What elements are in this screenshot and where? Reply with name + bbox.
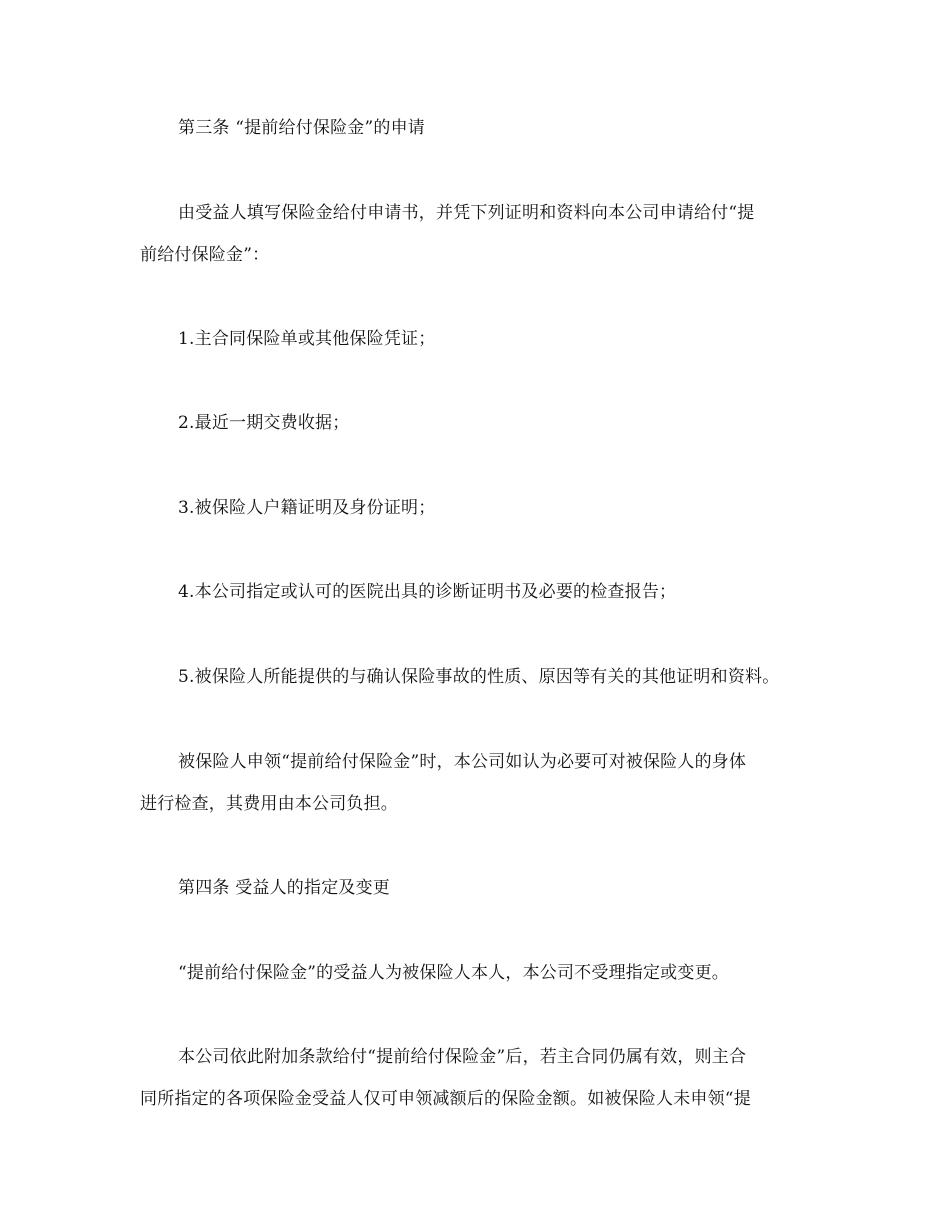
list-item-4: 4.本公司指定或认可的医院出具的诊断证明书及必要的检查报告； [178,582,677,602]
article-4-heading: 第四条 受益人的指定及变更 [178,878,391,898]
article-3-paragraph-1-line-2: 前给付保险金”： [140,245,270,265]
list-item-5: 5.被保险人所能提供的与确认保险事故的性质、原因等有关的其他证明和资料。 [178,667,780,687]
article-3-paragraph-2-line-2: 进行检查，其费用由本公司负担。 [140,794,398,814]
list-item-3: 3.被保险人户籍证明及身份证明； [178,498,436,518]
article-3-heading: 第三条 “提前给付保险金”的申请 [178,118,425,138]
article-4-paragraph-2-line-2: 同所指定的各项保险金受益人仅可申领减额后的保险金额。如被保险人未申领“提 [140,1089,751,1109]
article-4-paragraph-1: “提前给付保险金”的受益人为被保险人本人，本公司不受理指定或变更。 [178,963,729,983]
list-item-2: 2.最近一期交费收据； [178,413,350,433]
article-3-paragraph-1-line-1: 由受益人填写保险金给付申请书，并凭下列证明和资料向本公司申请给付“提 [178,203,755,223]
article-4-paragraph-2-line-1: 本公司依此附加条款给付“提前给付保险金”后，若主合同仍属有效，则主合 [178,1047,747,1067]
list-item-1: 1.主合同保险单或其他保险凭证； [178,329,436,349]
article-3-paragraph-2-line-1: 被保险人申领“提前给付保险金”时，本公司如认为必要可对被保险人的身体 [178,752,747,772]
